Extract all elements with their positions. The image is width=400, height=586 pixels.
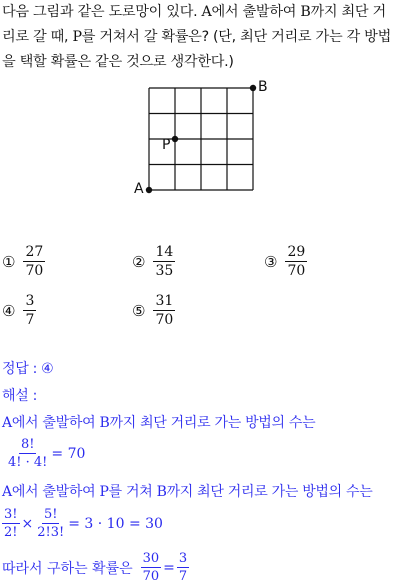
question-text: 리로 갈 때,	[2, 29, 73, 45]
point-p-ref: P	[72, 29, 82, 45]
choice-mark: ②	[132, 252, 146, 271]
point-p-dot	[172, 136, 178, 142]
denominator: 2!	[4, 525, 18, 540]
denominator: 70	[155, 312, 174, 328]
denominator: 7	[25, 312, 35, 328]
denominator: 70	[25, 263, 44, 279]
point-a-ref: A	[2, 415, 12, 431]
choice-fraction	[285, 244, 307, 279]
point-b-ref: B	[99, 415, 110, 431]
denominator: 70	[142, 569, 160, 584]
times-sign: ×	[21, 515, 34, 532]
choice-mark: ④	[2, 301, 16, 320]
question-text: 다음 그림과 같은 도로망이 있다.	[2, 4, 202, 20]
numerator: 8!	[20, 437, 35, 452]
answer-line: 정답 : ④	[2, 361, 54, 377]
calc-fraction	[35, 507, 66, 540]
question-line-3	[2, 50, 398, 74]
question-line-2	[2, 25, 398, 49]
numerator: 5!	[43, 507, 58, 522]
explanation-line-2	[2, 481, 372, 501]
explanation-line-1	[2, 412, 315, 432]
road-network-figure	[128, 78, 278, 196]
explanation-label: 해설 :	[2, 388, 38, 404]
point-b-ref: B	[156, 484, 167, 500]
explanation-text: 에서 출발하여	[11, 484, 100, 500]
calc-fraction	[2, 507, 20, 540]
choice-fraction	[23, 244, 45, 279]
numerator: 29	[287, 244, 306, 260]
point-b-dot	[250, 85, 256, 91]
road-grid	[128, 78, 278, 196]
choice-4[interactable]	[2, 293, 36, 328]
choice-3[interactable]	[264, 244, 307, 279]
calc-result: = 70	[51, 445, 86, 462]
calc-result: = 3 · 10 = 30	[68, 515, 163, 532]
choice-mark: ①	[2, 252, 16, 271]
calc-fraction	[177, 551, 189, 584]
question-line-1	[2, 0, 398, 24]
denominator: 35	[155, 263, 174, 279]
denominator: 7	[178, 569, 188, 584]
final-text: 따라서 구하는 확률은	[2, 560, 133, 577]
calc-fraction	[141, 551, 162, 584]
choice-5[interactable]	[132, 293, 175, 328]
choice-fraction	[23, 293, 36, 328]
choice-fraction	[153, 244, 175, 279]
point-a-dot	[146, 187, 152, 193]
equals-sign: =	[163, 559, 175, 576]
denominator: 70	[287, 263, 306, 279]
explanation-text: 까지 최단 거리로 가는 방법의 수는	[166, 484, 373, 500]
numerator: 3!	[4, 507, 18, 522]
explanation-text: 에서 출발하여	[11, 415, 100, 431]
numerator: 14	[155, 244, 174, 260]
point-a-ref: A	[201, 4, 212, 20]
numerator: 3	[25, 293, 35, 309]
question-text: 까지 최단 거	[310, 4, 386, 20]
label-a: A	[134, 181, 144, 197]
question-text: 에서 출발하여	[211, 4, 301, 20]
question-text: 를 거쳐서 갈 확률은? (단, 최단 거리로 가는 각 방법	[81, 29, 391, 45]
point-b-ref: B	[300, 4, 311, 20]
label-b: B	[258, 79, 268, 95]
final-probability	[2, 551, 189, 584]
point-p-ref: P	[99, 484, 109, 500]
denominator: 4! · 4!	[8, 455, 48, 470]
choice-mark: ③	[264, 252, 278, 271]
explanation-text: 까지 최단 거리로 가는 방법의 수는	[109, 415, 316, 431]
label-p: P	[162, 137, 171, 153]
numerator: 31	[155, 293, 174, 309]
question-text: 을 택할 확률은 같은 것으로 생각한다.)	[2, 54, 234, 70]
choice-mark: ⑤	[132, 301, 146, 320]
calc-paths-via-p	[2, 507, 165, 540]
explanation-text: 를 거쳐	[108, 484, 157, 500]
calc-fraction	[6, 437, 49, 470]
point-a-ref: A	[2, 484, 12, 500]
numerator: 30	[142, 551, 160, 566]
calc-total-paths	[6, 437, 87, 470]
choice-1[interactable]	[2, 244, 45, 279]
choice-2[interactable]	[132, 244, 175, 279]
numerator: 3	[178, 551, 188, 566]
numerator: 27	[25, 244, 44, 260]
choice-fraction	[153, 293, 175, 328]
denominator: 2!3!	[37, 525, 65, 540]
